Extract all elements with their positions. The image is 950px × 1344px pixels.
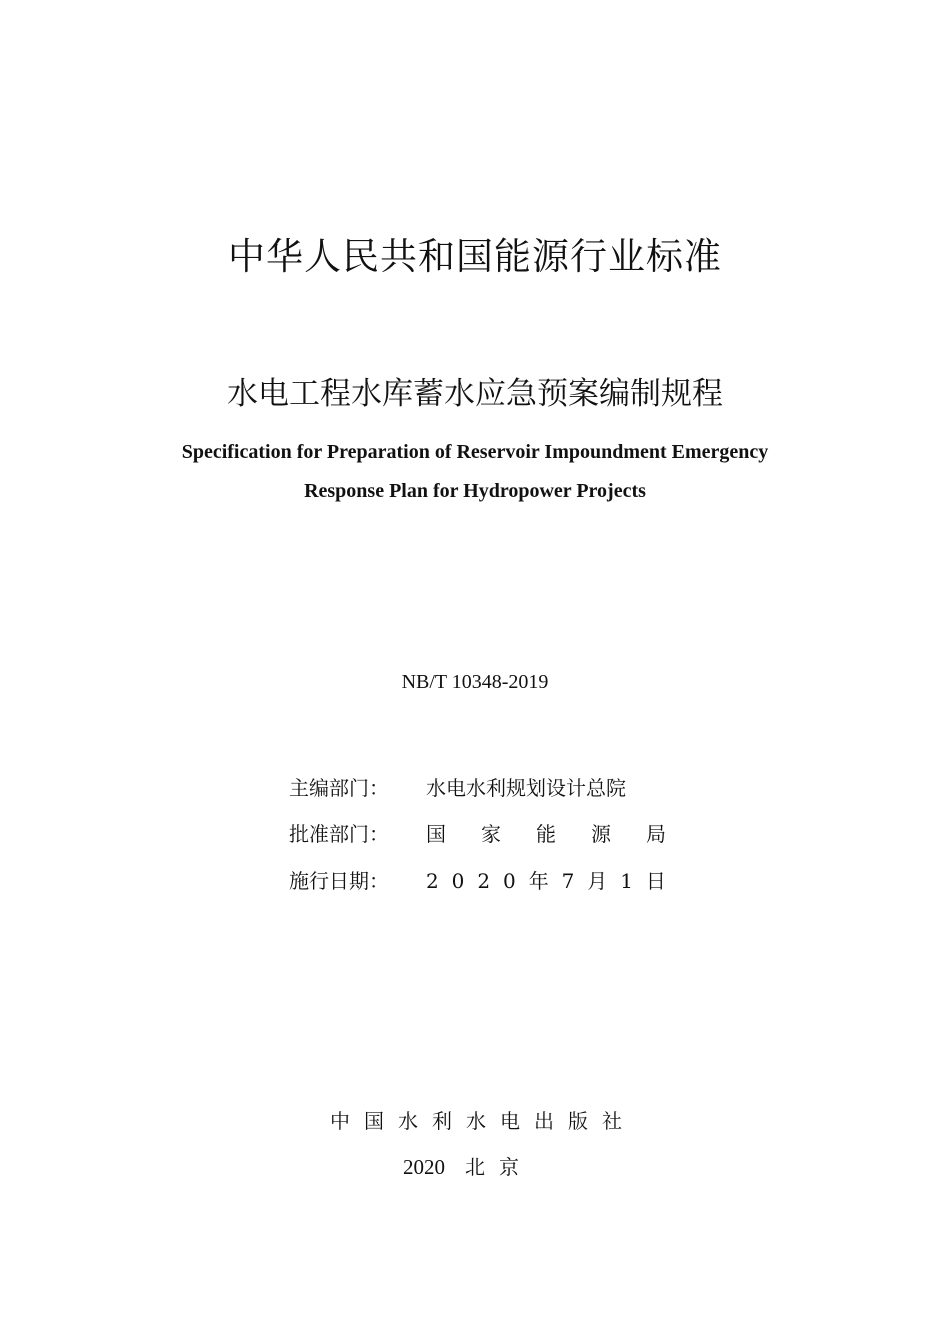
editor-label: 主编部门： bbox=[289, 776, 389, 800]
publisher-char: 水 bbox=[466, 1109, 486, 1133]
date-part: 7 bbox=[561, 869, 575, 893]
approver-char: 源 bbox=[591, 822, 611, 846]
publication-year: 2020 bbox=[403, 1155, 445, 1179]
publisher-char: 电 bbox=[500, 1109, 520, 1133]
date-part: 0 bbox=[451, 869, 465, 893]
document-title-cn: 水电工程水库蓄水应急预案编制规程 bbox=[227, 376, 723, 412]
publisher-char: 利 bbox=[432, 1109, 452, 1133]
date-part: 年 bbox=[528, 869, 549, 893]
editor-value: 水电水利规划设计总院 bbox=[426, 776, 626, 800]
date-part: 月 bbox=[587, 869, 608, 893]
date-part: 0 bbox=[503, 869, 516, 893]
publisher-name bbox=[330, 1106, 622, 1136]
effective-date-value bbox=[426, 866, 666, 896]
date-part: 日 bbox=[645, 869, 666, 893]
document-title-en-line1: Specification for Preparation of Reservoir Impoundment Emergency bbox=[181, 441, 769, 463]
approver-char: 局 bbox=[646, 822, 666, 846]
publication-place-year bbox=[403, 1152, 533, 1182]
effective-date-label: 施行日期： bbox=[289, 869, 389, 893]
standard-category-title: 中华人民共和国能源行业标准 bbox=[228, 235, 722, 278]
document-title-en-line2: Response Plan for Hydropower Projects bbox=[304, 480, 646, 502]
publisher-char: 社 bbox=[602, 1109, 622, 1133]
standard-code: NB/T 10348-2019 bbox=[401, 671, 549, 693]
approver-char: 能 bbox=[536, 822, 556, 846]
date-part: 2 bbox=[477, 869, 491, 893]
publisher-char: 出 bbox=[534, 1109, 554, 1133]
publication-city: 北京 bbox=[465, 1155, 533, 1179]
approver-label: 批准部门： bbox=[289, 822, 389, 846]
date-part: 1 bbox=[620, 869, 633, 893]
publisher-char: 中 bbox=[330, 1109, 350, 1133]
publisher-char: 水 bbox=[398, 1109, 418, 1133]
approver-char: 国 bbox=[426, 822, 446, 846]
date-part: 2 bbox=[426, 869, 439, 893]
publisher-char: 版 bbox=[568, 1109, 588, 1133]
approver-char: 家 bbox=[481, 822, 501, 846]
approver-value bbox=[426, 819, 666, 849]
publisher-char: 国 bbox=[364, 1109, 384, 1133]
